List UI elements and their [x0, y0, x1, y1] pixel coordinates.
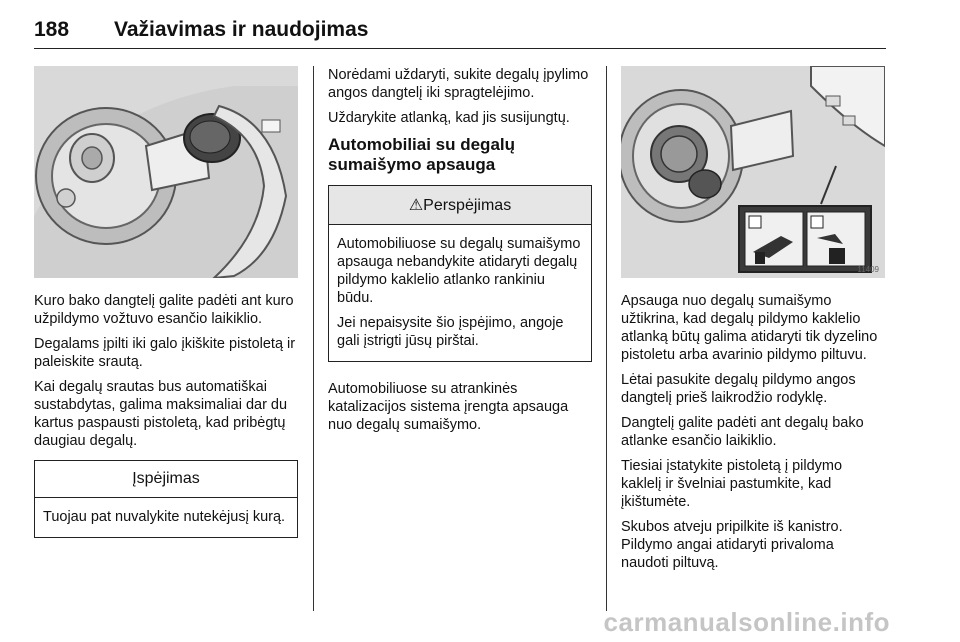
- paragraph: Skubos atveju pripilkite iš kanistro. Pildymo angai atidaryti privaloma naudoti piltuvą.: [621, 519, 843, 571]
- notice-text: Tuojau pat nuvalykite nutekėjusį kurą.: [43, 509, 286, 525]
- chapter-title: Važiavimas ir naudojimas: [114, 18, 369, 41]
- column-1: [34, 66, 298, 556]
- page-header: [34, 18, 886, 49]
- fuel-cap-drawing: [34, 66, 298, 278]
- watermark: carmanualsonline.info: [603, 607, 890, 637]
- fuel-cap-illustration: [34, 66, 298, 278]
- warning-title: Perspėjimas: [423, 197, 512, 214]
- paragraph: Kai degalų srautas bus automatiškai sustabdytas, galima maksimaliai dar du kartus paspausti pistoletą, kad pribėgtų daugiau degalų.: [34, 379, 288, 449]
- notice-title: Įspėjimas: [35, 461, 297, 498]
- paragraph: Kuro bako dangtelį galite padėti ant kuro užpildymo vožtuvo esančio laikiklio.: [34, 293, 294, 327]
- page-number: 188: [34, 18, 70, 41]
- warning-box: [328, 185, 592, 362]
- paragraph: Tiesiai įstatykite pistoletą į pildymo kaklelį ir švelniai pastumkite, kad įkištumėte.: [621, 458, 843, 510]
- warning-body: [329, 225, 591, 361]
- misfuel-drawing: [621, 66, 885, 278]
- paragraph: Apsauga nuo degalų sumaišymo užtikrina, kad degalų pildymo kaklelio atlanką būtų galima atidaryti tik dyzelino pistoletu arba avarinio pildymo piltuvu.: [621, 293, 878, 363]
- column-2: [328, 66, 592, 441]
- figure-code: 11409: [857, 265, 879, 274]
- column-3: [621, 66, 885, 579]
- warning-text: Jei nepaisysite šio įspėjimo, angoje gali įstrigti jūsų pirštai.: [337, 315, 564, 349]
- warning-header: [329, 186, 591, 225]
- paragraph: Lėtai pasukite degalų pildymo angos dangtelį prieš laikrodžio rodyklę.: [621, 372, 856, 406]
- notice-body: [35, 498, 297, 537]
- misfuel-protection-illustration: [621, 66, 885, 278]
- column-divider: [313, 66, 314, 611]
- paragraph: Automobiliuose su atrankinės katalizacijos sistema įrengta apsauga nuo degalų sumaišymo.: [328, 381, 569, 433]
- paragraph: Uždarykite atlanką, kad jis susijungtų.: [328, 110, 570, 126]
- section-heading: Automobiliai su degalų sumaišymo apsauga: [328, 135, 516, 174]
- paragraph: Norėdami uždaryti, sukite degalų įpylimo angos dangtelį iki spragtelėjimo.: [328, 67, 589, 101]
- column-divider: [606, 66, 607, 611]
- paragraph: Degalams įpilti iki galo įkiškite pistoletą ir paleiskite srautą.: [34, 336, 296, 370]
- notice-box: [34, 460, 298, 538]
- paragraph: Dangtelį galite padėti ant degalų bako atlanke esančio laikiklio.: [621, 415, 864, 449]
- warning-text: Automobiliuose su degalų sumaišymo apsauga nebandykite atidaryti degalų pildymo kaklelio atlanko rankiniu būdu.: [337, 236, 581, 306]
- warning-icon: ⚠: [408, 197, 424, 214]
